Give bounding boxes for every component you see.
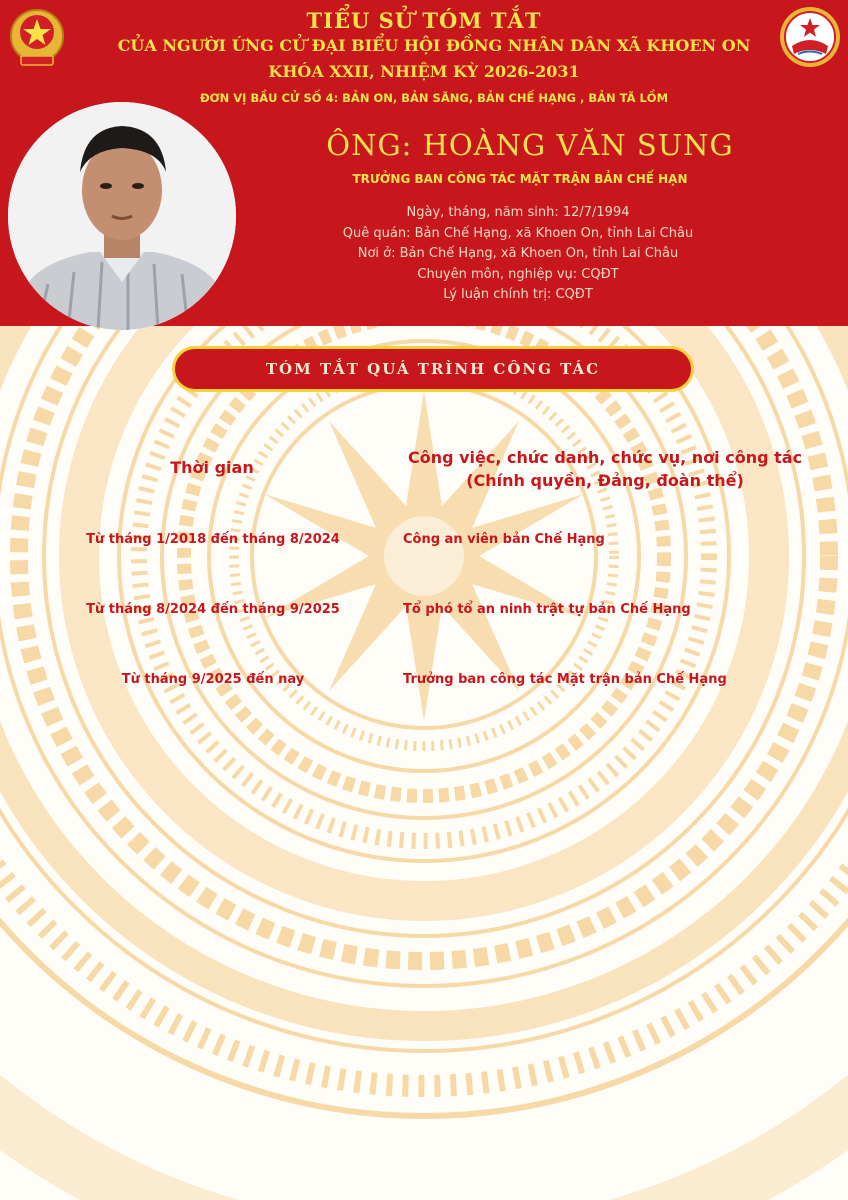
row-job: Tổ phó tổ an ninh trật tự bản Chế Hạng bbox=[403, 602, 691, 617]
column-header-time: Thời gian bbox=[170, 458, 254, 477]
row-job: Công an viên bản Chế Hạng bbox=[403, 532, 605, 547]
info-political-theory: Lý luận chính trị: CQĐT bbox=[443, 287, 593, 302]
section-heading bbox=[172, 346, 694, 392]
candidate-position: TRƯỞNG BAN CÔNG TÁC MẶT TRẬN BẢN CHẾ HẠN bbox=[352, 172, 688, 186]
term-label: KHÓA XXII, NHIỆM KỲ 2026-2031 bbox=[268, 62, 580, 81]
column-header-job bbox=[400, 446, 810, 492]
info-residence: Nơi ở: Bản Chế Hạng, xã Khoen On, tỉnh Lai Châu bbox=[357, 246, 679, 261]
section-heading-label: TÓM TẮT QUÁ TRÌNH CÔNG TÁC bbox=[265, 360, 601, 378]
candidate-name: ÔNG: HOÀNG VĂN SUNG bbox=[326, 128, 734, 162]
info-hometown: Quê quán: Bản Chế Hạng, xã Khoen On, tỉnh Lai Châu bbox=[342, 225, 694, 241]
candidate-photo bbox=[8, 102, 236, 330]
info-profession: Chuyên môn, nghiệp vụ: CQĐT bbox=[417, 266, 619, 282]
info-birthdate: Ngày, tháng, năm sinh: 12/7/1994 bbox=[406, 205, 630, 220]
table-row bbox=[0, 532, 848, 556]
candidate-info bbox=[308, 203, 728, 306]
row-time: Từ tháng 9/2025 đến nay bbox=[121, 672, 305, 687]
column-header-job-line1: Công việc, chức danh, chức vụ, nơi công tác bbox=[407, 448, 803, 467]
table-row bbox=[0, 602, 848, 626]
document-subtitle: CỦA NGƯỜI ỨNG CỬ ĐẠI BIỂU HỘI ĐỒNG NHÂN DÂN XÃ KHOEN ON bbox=[117, 36, 751, 55]
row-time: Từ tháng 1/2018 đến tháng 8/2024 bbox=[86, 532, 340, 547]
row-time: Từ tháng 8/2024 đến tháng 9/2025 bbox=[86, 602, 340, 617]
document-title: TIỂU SỬ TÓM TẮT bbox=[306, 8, 542, 33]
row-job: Trưởng ban công tác Mặt trận bản Chế Hạng bbox=[403, 672, 727, 687]
column-header-job-line2: (Chính quyền, Đảng, đoàn thể) bbox=[466, 471, 744, 490]
table-row bbox=[0, 672, 848, 696]
electoral-unit: ĐƠN VỊ BẦU CỬ SỐ 4: BẢN ON, BẢN SĂNG, BẢN CHẾ HẠNG , BẢN TÃ LỒM bbox=[199, 91, 669, 105]
